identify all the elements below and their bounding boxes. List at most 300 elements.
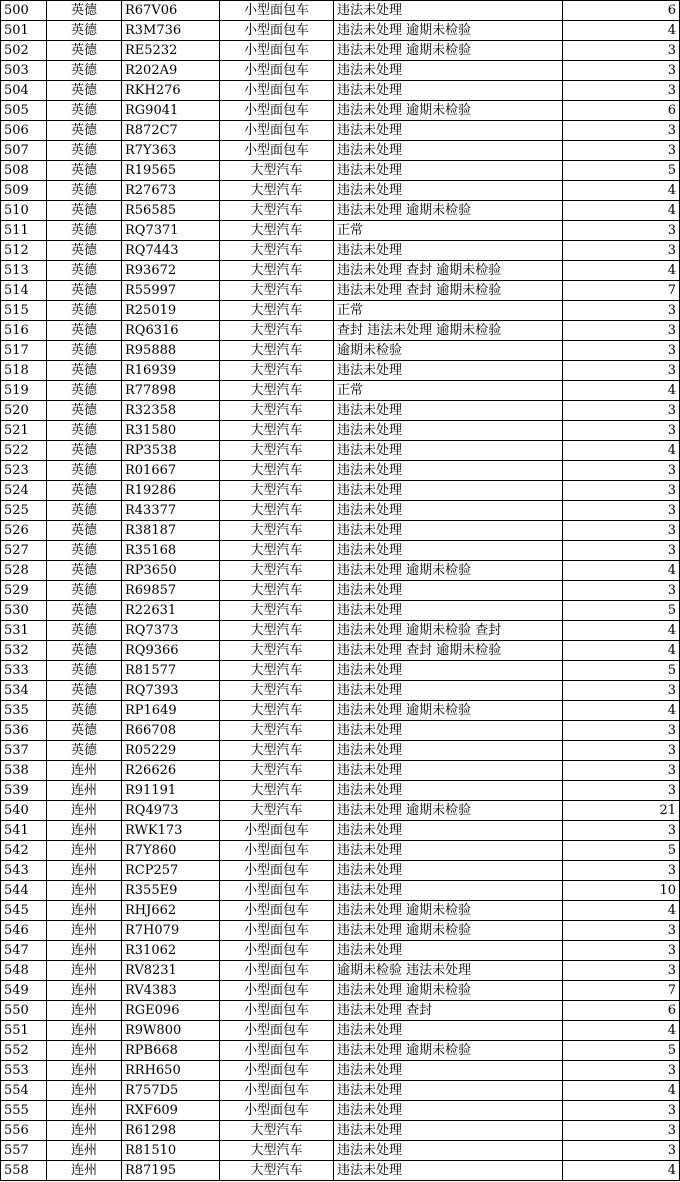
plate-number-cell: R66708 [122,721,220,741]
status-cell: 正常 [334,301,563,321]
table-row [1,1021,680,1041]
vehicle-type-cell: 大型汽车 [220,1121,334,1141]
plate-number-cell: RWK173 [122,821,220,841]
vehicle-type-cell: 大型汽车 [220,721,334,741]
plate-number-cell: R7H079 [122,921,220,941]
table-row [1,721,680,741]
row-number: 541 [1,821,47,841]
vehicle-type-cell: 小型面包车 [220,1101,334,1121]
status-cell: 违法未处理 [334,761,563,781]
count-cell: 3 [563,501,680,521]
city-cell: 英德 [47,701,122,721]
city-cell: 连州 [47,781,122,801]
row-number: 548 [1,961,47,981]
city-cell: 英德 [47,381,122,401]
status-cell: 违法未处理 [334,81,563,101]
status-cell: 违法未处理 逾期未检验 [334,1041,563,1061]
table-row [1,61,680,81]
row-number: 553 [1,1061,47,1081]
row-number: 540 [1,801,47,821]
plate-number-cell: RXF609 [122,1101,220,1121]
city-cell: 英德 [47,401,122,421]
table-row [1,601,680,621]
vehicle-type-cell: 小型面包车 [220,81,334,101]
count-cell: 5 [563,161,680,181]
count-cell: 4 [563,261,680,281]
table-row [1,541,680,561]
count-cell: 3 [563,921,680,941]
table-row [1,21,680,41]
status-cell: 违法未处理 [334,241,563,261]
plate-number-cell: RGE096 [122,1001,220,1021]
status-cell: 违法未处理 [334,861,563,881]
count-cell: 5 [563,601,680,621]
city-cell: 连州 [47,801,122,821]
status-cell: 违法未处理 逾期未检验 [334,701,563,721]
table-row [1,501,680,521]
vehicle-type-cell: 小型面包车 [220,41,334,61]
table-row [1,581,680,601]
vehicle-type-cell: 大型汽车 [220,381,334,401]
row-number: 533 [1,661,47,681]
plate-number-cell: R55997 [122,281,220,301]
vehicle-type-cell: 小型面包车 [220,981,334,1001]
plate-number-cell: R81510 [122,1141,220,1161]
vehicle-type-cell: 大型汽车 [220,481,334,501]
row-number: 544 [1,881,47,901]
table-row [1,561,680,581]
row-number: 518 [1,361,47,381]
row-number: 507 [1,141,47,161]
count-cell: 3 [563,1121,680,1141]
status-cell: 违法未处理 逾期未检验 [334,41,563,61]
city-cell: 连州 [47,841,122,861]
row-number: 524 [1,481,47,501]
vehicle-type-cell: 大型汽车 [220,801,334,821]
status-cell: 违法未处理 [334,481,563,501]
plate-number-cell: R95888 [122,341,220,361]
vehicle-type-cell: 大型汽车 [220,641,334,661]
vehicle-type-cell: 大型汽车 [220,401,334,421]
table-row [1,681,680,701]
vehicle-type-cell: 大型汽车 [220,241,334,261]
plate-number-cell: RPB668 [122,1041,220,1061]
plate-number-cell: RRH650 [122,1061,220,1081]
status-cell: 逾期未检验 违法未处理 [334,961,563,981]
status-cell: 违法未处理 逾期未检验 [334,201,563,221]
vehicle-type-cell: 大型汽车 [220,181,334,201]
plate-number-cell: R61298 [122,1121,220,1141]
vehicle-type-cell: 大型汽车 [220,361,334,381]
vehicle-table-body [1,1,680,1181]
plate-number-cell: RQ6316 [122,321,220,341]
plate-number-cell: R202A9 [122,61,220,81]
row-number: 555 [1,1101,47,1121]
vehicle-type-cell: 大型汽车 [220,281,334,301]
status-cell: 违法未处理 [334,841,563,861]
vehicle-type-cell: 大型汽车 [220,421,334,441]
table-row [1,1061,680,1081]
vehicle-type-cell: 大型汽车 [220,761,334,781]
status-cell: 违法未处理 逾期未检验 查封 [334,621,563,641]
row-number: 547 [1,941,47,961]
city-cell: 英德 [47,481,122,501]
city-cell: 连州 [47,1041,122,1061]
city-cell: 英德 [47,601,122,621]
count-cell: 4 [563,201,680,221]
status-cell: 违法未处理 [334,1101,563,1121]
table-row [1,221,680,241]
table-row [1,261,680,281]
plate-number-cell: RV8231 [122,961,220,981]
status-cell: 违法未处理 [334,681,563,701]
status-cell: 违法未处理 [334,441,563,461]
row-number: 535 [1,701,47,721]
city-cell: 英德 [47,541,122,561]
status-cell: 违法未处理 逾期未检验 [334,981,563,1001]
count-cell: 3 [563,541,680,561]
status-cell: 违法未处理 逾期未检验 [334,801,563,821]
row-number: 526 [1,521,47,541]
vehicle-type-cell: 大型汽车 [220,1141,334,1161]
count-cell: 3 [563,741,680,761]
status-cell: 违法未处理 [334,1081,563,1101]
count-cell: 4 [563,1021,680,1041]
plate-number-cell: R87195 [122,1161,220,1181]
plate-number-cell: R32358 [122,401,220,421]
city-cell: 连州 [47,1081,122,1101]
count-cell: 4 [563,1161,680,1181]
city-cell: 连州 [47,1121,122,1141]
row-number: 500 [1,1,47,21]
count-cell: 6 [563,1001,680,1021]
status-cell: 违法未处理 [334,741,563,761]
row-number: 556 [1,1121,47,1141]
vehicle-type-cell: 大型汽车 [220,261,334,281]
table-row [1,181,680,201]
city-cell: 连州 [47,941,122,961]
row-number: 534 [1,681,47,701]
city-cell: 英德 [47,461,122,481]
table-row [1,701,680,721]
plate-number-cell: RQ7371 [122,221,220,241]
city-cell: 连州 [47,1021,122,1041]
plate-number-cell: R91191 [122,781,220,801]
status-cell: 查封 违法未处理 逾期未检验 [334,321,563,341]
plate-number-cell: RQ7373 [122,621,220,641]
count-cell: 4 [563,621,680,641]
status-cell: 违法未处理 [334,1121,563,1141]
count-cell: 5 [563,841,680,861]
vehicle-type-cell: 小型面包车 [220,101,334,121]
count-cell: 3 [563,481,680,501]
row-number: 501 [1,21,47,41]
row-number: 558 [1,1161,47,1181]
count-cell: 3 [563,321,680,341]
plate-number-cell: R19286 [122,481,220,501]
plate-number-cell: R16939 [122,361,220,381]
vehicle-type-cell: 小型面包车 [220,821,334,841]
vehicle-type-cell: 大型汽车 [220,161,334,181]
vehicle-type-cell: 大型汽车 [220,501,334,521]
vehicle-type-cell: 大型汽车 [220,781,334,801]
table-row [1,661,680,681]
city-cell: 英德 [47,121,122,141]
status-cell: 正常 [334,221,563,241]
table-row [1,41,680,61]
city-cell: 英德 [47,181,122,201]
plate-number-cell: R69857 [122,581,220,601]
status-cell: 违法未处理 逾期未检验 [334,21,563,41]
table-row [1,201,680,221]
plate-number-cell: R31580 [122,421,220,441]
plate-number-cell: R56585 [122,201,220,221]
city-cell: 连州 [47,861,122,881]
status-cell: 违法未处理 [334,1021,563,1041]
row-number: 502 [1,41,47,61]
count-cell: 21 [563,801,680,821]
status-cell: 违法未处理 [334,1061,563,1081]
table-row [1,321,680,341]
count-cell: 7 [563,981,680,1001]
row-number: 557 [1,1141,47,1161]
table-row [1,461,680,481]
count-cell: 3 [563,821,680,841]
plate-number-cell: R22631 [122,601,220,621]
count-cell: 6 [563,101,680,121]
plate-number-cell: R872C7 [122,121,220,141]
status-cell: 违法未处理 [334,501,563,521]
table-row [1,641,680,661]
plate-number-cell: R25019 [122,301,220,321]
vehicle-type-cell: 小型面包车 [220,1,334,21]
status-cell: 违法未处理 [334,941,563,961]
row-number: 520 [1,401,47,421]
table-row [1,241,680,261]
table-row [1,621,680,641]
vehicle-type-cell: 小型面包车 [220,1041,334,1061]
status-cell: 违法未处理 [334,781,563,801]
count-cell: 3 [563,361,680,381]
city-cell: 英德 [47,581,122,601]
vehicle-type-cell: 大型汽车 [220,661,334,681]
row-number: 551 [1,1021,47,1041]
plate-number-cell: R355E9 [122,881,220,901]
city-cell: 英德 [47,221,122,241]
status-cell: 违法未处理 查封 [334,1001,563,1021]
row-number: 511 [1,221,47,241]
plate-number-cell: RQ9366 [122,641,220,661]
count-cell: 3 [563,141,680,161]
city-cell: 连州 [47,881,122,901]
count-cell: 3 [563,681,680,701]
row-number: 530 [1,601,47,621]
vehicle-type-cell: 大型汽车 [220,601,334,621]
row-number: 531 [1,621,47,641]
plate-number-cell: R35168 [122,541,220,561]
count-cell: 3 [563,941,680,961]
count-cell: 3 [563,121,680,141]
table-row [1,301,680,321]
table-row [1,101,680,121]
count-cell: 4 [563,641,680,661]
vehicle-type-cell: 小型面包车 [220,1061,334,1081]
plate-number-cell: R27673 [122,181,220,201]
plate-number-cell: R757D5 [122,1081,220,1101]
vehicle-type-cell: 大型汽车 [220,301,334,321]
count-cell: 6 [563,1,680,21]
status-cell: 违法未处理 [334,361,563,381]
table-row [1,1081,680,1101]
row-number: 515 [1,301,47,321]
city-cell: 连州 [47,1061,122,1081]
plate-number-cell: R9W800 [122,1021,220,1041]
status-cell: 违法未处理 查封 逾期未检验 [334,261,563,281]
row-number: 539 [1,781,47,801]
table-row [1,901,680,921]
count-cell: 3 [563,61,680,81]
table-row [1,341,680,361]
city-cell: 英德 [47,681,122,701]
plate-number-cell: RHJ662 [122,901,220,921]
row-number: 512 [1,241,47,261]
count-cell: 3 [563,721,680,741]
status-cell: 违法未处理 [334,601,563,621]
vehicle-type-cell: 大型汽车 [220,1161,334,1181]
city-cell: 英德 [47,501,122,521]
city-cell: 英德 [47,41,122,61]
vehicle-type-cell: 大型汽车 [220,341,334,361]
table-row [1,441,680,461]
row-number: 509 [1,181,47,201]
vehicle-type-cell: 大型汽车 [220,701,334,721]
table-row [1,1,680,21]
row-number: 537 [1,741,47,761]
table-row [1,521,680,541]
status-cell: 违法未处理 [334,881,563,901]
vehicle-type-cell: 大型汽车 [220,541,334,561]
table-row [1,161,680,181]
status-cell: 违法未处理 [334,581,563,601]
row-number: 527 [1,541,47,561]
plate-number-cell: R93672 [122,261,220,281]
plate-number-cell: RCP257 [122,861,220,881]
status-cell: 违法未处理 [334,1161,563,1181]
table-row [1,481,680,501]
status-cell: 违法未处理 [334,161,563,181]
row-number: 506 [1,121,47,141]
table-row [1,821,680,841]
status-cell: 逾期未检验 [334,341,563,361]
row-number: 504 [1,81,47,101]
count-cell: 4 [563,181,680,201]
status-cell: 违法未处理 [334,181,563,201]
row-number: 554 [1,1081,47,1101]
status-cell: 违法未处理 查封 逾期未检验 [334,281,563,301]
vehicle-type-cell: 大型汽车 [220,521,334,541]
plate-number-cell: R19565 [122,161,220,181]
plate-number-cell: RKH276 [122,81,220,101]
count-cell: 3 [563,521,680,541]
status-cell: 违法未处理 逾期未检验 [334,101,563,121]
plate-number-cell: R81577 [122,661,220,681]
city-cell: 英德 [47,361,122,381]
status-cell: 违法未处理 [334,401,563,421]
city-cell: 连州 [47,1141,122,1161]
city-cell: 英德 [47,321,122,341]
row-number: 552 [1,1041,47,1061]
city-cell: 连州 [47,821,122,841]
status-cell: 违法未处理 [334,461,563,481]
city-cell: 英德 [47,721,122,741]
city-cell: 连州 [47,1101,122,1121]
vehicle-type-cell: 小型面包车 [220,141,334,161]
vehicle-type-cell: 大型汽车 [220,741,334,761]
table-row [1,381,680,401]
city-cell: 英德 [47,421,122,441]
table-row [1,141,680,161]
plate-number-cell: R31062 [122,941,220,961]
plate-number-cell: RV4383 [122,981,220,1001]
count-cell: 3 [563,301,680,321]
row-number: 508 [1,161,47,181]
city-cell: 英德 [47,641,122,661]
count-cell: 10 [563,881,680,901]
row-number: 536 [1,721,47,741]
count-cell: 4 [563,381,680,401]
row-number: 529 [1,581,47,601]
table-row [1,1001,680,1021]
plate-number-cell: RG9041 [122,101,220,121]
count-cell: 5 [563,661,680,681]
row-number: 519 [1,381,47,401]
row-number: 521 [1,421,47,441]
city-cell: 连州 [47,921,122,941]
table-row [1,881,680,901]
table-row [1,421,680,441]
count-cell: 3 [563,421,680,441]
count-cell: 3 [563,221,680,241]
city-cell: 英德 [47,21,122,41]
table-row [1,961,680,981]
vehicle-type-cell: 小型面包车 [220,881,334,901]
city-cell: 连州 [47,961,122,981]
city-cell: 连州 [47,901,122,921]
city-cell: 英德 [47,561,122,581]
table-row [1,841,680,861]
count-cell: 3 [563,1141,680,1161]
status-cell: 违法未处理 [334,541,563,561]
table-row [1,1121,680,1141]
table-row [1,1161,680,1181]
table-row [1,1101,680,1121]
city-cell: 英德 [47,741,122,761]
vehicle-type-cell: 小型面包车 [220,921,334,941]
plate-number-cell: RP3650 [122,561,220,581]
plate-number-cell: RQ7393 [122,681,220,701]
status-cell: 违法未处理 查封 逾期未检验 [334,641,563,661]
city-cell: 英德 [47,341,122,361]
plate-number-cell: RQ7443 [122,241,220,261]
row-number: 510 [1,201,47,221]
table-row [1,281,680,301]
count-cell: 5 [563,1041,680,1061]
vehicle-type-cell: 小型面包车 [220,901,334,921]
vehicle-type-cell: 小型面包车 [220,861,334,881]
row-number: 516 [1,321,47,341]
plate-number-cell: R05229 [122,741,220,761]
city-cell: 连州 [47,761,122,781]
